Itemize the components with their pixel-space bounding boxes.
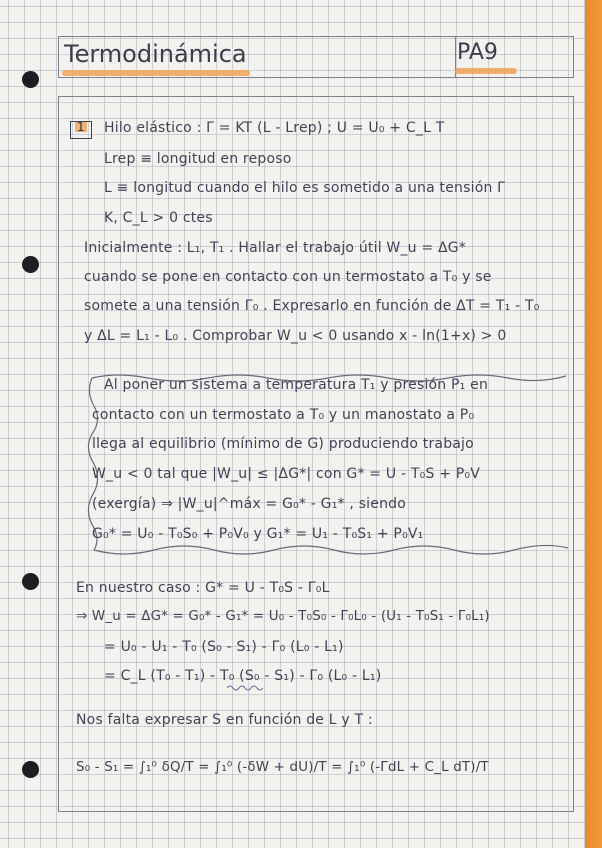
solution-line: Nos falta expresar S en función de L y T :	[76, 712, 373, 728]
problem-line: Hilo elástico : Γ = KT (L - Lrep) ; U = U₀ + C_L T	[104, 120, 445, 136]
solution-line: En nuestro caso : G* = U - T₀S - Γ₀L	[76, 580, 330, 596]
note-line: contacto con un termostato a T₀ y un manostato a P₀	[92, 407, 475, 423]
note-line: W_u < 0 tal que |W_u| ≤ |ΔG*| con G* = U - T₀S + P₀V	[92, 466, 481, 482]
punch-hole	[22, 761, 39, 778]
note-line: llega al equilibrio (mínimo de G) produciendo trabajo	[92, 436, 474, 452]
squiggle-underline	[227, 684, 263, 692]
problem-line: cuando se pone en contacto con un termostato a T₀ y se	[84, 269, 492, 285]
title-highlight	[62, 70, 250, 76]
code-highlight	[455, 68, 517, 74]
note-line: Al poner un sistema a temperatura T₁ y presión P₁ en	[104, 377, 489, 393]
problem-line: somete a una tensión Γ₀ . Expresarlo en función de ΔT = T₁ - T₀	[84, 298, 540, 314]
solution-line: = U₀ - U₁ - T₀ (S₀ - S₁) - Γ₀ (L₀ - L₁)	[104, 639, 344, 655]
solution-line: S₀ - S₁ = ∫₁⁰ δQ/T = ∫₁⁰ (-δW + dU)/T = ∫₁⁰ (-ΓdL + C_L dT)/T	[76, 760, 489, 775]
note-line: G₀* = U₀ - T₀S₀ + P₀V₀ y G₁* = U₁ - T₀S₁ + P₀V₁	[92, 526, 424, 542]
solution-line: = C_L (T₀ - T₁) - T₀ (S₀ - S₁) - Γ₀ (L₀ - L₁)	[104, 668, 382, 684]
problem-line: Lrep ≡ longitud en reposo	[104, 151, 292, 167]
punch-hole	[22, 71, 39, 88]
punch-hole	[22, 256, 39, 273]
punch-hole	[22, 573, 39, 590]
problem-line: L ≡ longitud cuando el hilo es sometido a una tensión Γ	[104, 180, 506, 196]
problem-number: 1	[77, 120, 85, 134]
problem-line: y ΔL = L₁ - L₀ . Comprobar W_u < 0 usando x - ln(1+x) > 0	[84, 328, 507, 344]
problem-line: K, C_L > 0 ctes	[104, 210, 213, 226]
folder-edge	[585, 0, 602, 848]
page-title: Termodinámica	[64, 40, 247, 68]
solution-line: ⇒ W_u = ΔG* = G₀* - G₁* = U₀ - T₀S₀ - Γ₀L₀ - (U₁ - T₀S₁ - Γ₀L₁)	[76, 609, 490, 624]
page-code: PA9	[457, 40, 498, 65]
note-line: (exergía) ⇒ |W_u|^máx = G₀* - G₁* , siendo	[92, 496, 407, 512]
problem-line: Inicialmente : L₁, T₁ . Hallar el trabajo útil W_u = ΔG*	[84, 240, 467, 256]
